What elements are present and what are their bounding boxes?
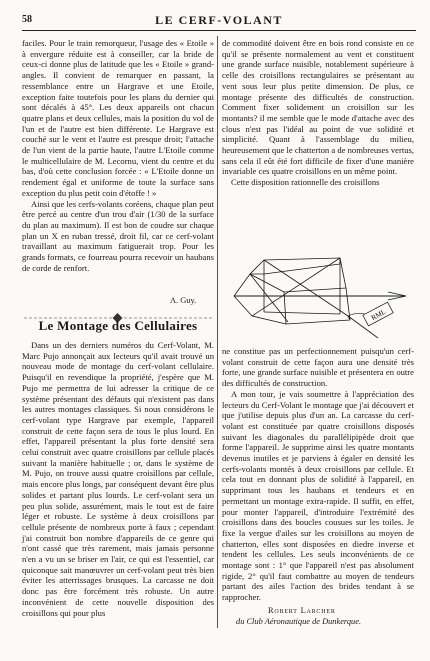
right-column-lower: [222, 346, 414, 603]
right-paragraph-1: de commodité doivent être en bois rond consiste en ce qu'il se présente normalement au vent et constituent une grande surface nuisible, notablement supérieure à celle des croisillons rectangulaires se présentant au vent sous leur plus petite dimension. De plus, ce montage présente des difficultés de construction. Comment fixer solidement un croisillon sur les montants? il me semble que le mode d'attache avec des clous n'est pas l'idéal au point de vue solidité et simplicité. Quant à l'assemblage du milieu, heureusement que le chatterton a de nombreuses vertus, sans cela il eût été fort difficile de fixer d'une manière invariable ces quatre croisillons en un même point.: [222, 38, 414, 177]
kite-frame-figure: [228, 252, 414, 342]
journal-title: LE CERF-VOLANT: [155, 13, 283, 27]
left-column-upper: [22, 38, 214, 308]
page-header: [22, 14, 416, 28]
left-column-lower: [22, 340, 214, 630]
right-paragraph-3: ne constitue pas un perfectionnement puisqu'un cerf-volant construit de cette façon aura une densité très forte, une grande surface nuisible et présentera en outre des difficultés de construction.: [222, 346, 414, 389]
left-paragraph-1: faciles. Pour le train remorqueur, l'usage des « Etoile » à envergure réduite est à conseiller, car la bride de ceux-ci donne plus de latitude que les « Etoile » grand-angles. Il convient de remarquer en passant, la ressemblance entre un Hargrave et une Etoile, exception faite toutefois pour les plans du dernier qui sont décalés à 45°. Les deux appareils ont chacun quatre plans et deux cellules, mais la position du vol de l'un et de l'autre est bien différente. Le Hargrave est couché sur le vent et l'autre est presque droit; l'attache de l'un vient de la partie haute, l'autre L'Etoile comme le multicellulaire de M. Lecornu, vient du centre et du bas, d'où cette conclusion forcée : « L'Etoile donne un rendement égal et uniforme de toute la surface sans exception du plus petit coin d'étoffe ! »: [22, 38, 214, 198]
signature-author: Robert Larcher: [268, 606, 336, 615]
article-signature-guy: A. Guy.: [170, 296, 197, 305]
section-title: Le Montage des Cellulaires: [38, 318, 198, 333]
left-paragraph-3: Dans un des derniers numéros du Cerf-Volant, M. Marc Pujo annonçait aux lecteurs qu'il avait trouvé un nouveau mode de montage du cerf-volant cellulaire. Puisqu'il en revendique la propriété, j'espère que M. Pujo me permettra de lui adresser la critique de ce système présentant des défauts qui n'existent pas dans les autres montages classiques. Si nous considérons le cerf-volant type Hargrave par exemple, l'appareil construit de cette façon sera de tous le plus lourd. En effet, l'appareil présentant la plus forte densité sera celui construit avec quatre croisillons par cellule placés suivant la manière habituelle ; or, dans le système de M. Pujo, on trouve aussi quatre croisillons par cellule, mais encore plus longs, par conséquent devant être plus solides et partant plus lourds. Le cerf-volant sera un peu plus solide, assurément, mais le tout est de faire léger et robuste. Le système à deux croisillons par cellule présente de nombreux porte à faux ; cependant j'ai construit bon nombre d'appareils de ce genre qui n'ont cassé que très rarement, mais jamais personne n'en a vu un se briser en l'air, ce qui est l'essentiel, car quiconque sait manœuvrer un cerf-volant peut très bien éviter les atterrissages brusques. La carcasse ne doit donc pas être forcément très robuste. Un autre inconvénient de cette nouvelle disposition des croisillons qui pour plus: [22, 340, 214, 618]
page-number: 58: [22, 14, 32, 25]
right-column-upper: [222, 38, 414, 253]
right-paragraph-2: Cette disposition rationnelle des croisillons: [231, 177, 380, 188]
right-paragraph-4: A mon tour, je vais soumettre à l'appréciation des lecteurs du Cerf-Volant le montage que j'ai découvert et que j'utilise depuis plus d'un an. La carcasse du cerf-volant est constituée par quatre croisillons disposés suivant les diagonales du parallélipipède droit que forme l'appareil. Je supprime ainsi les quatre montants devenus inutiles et je parviens à égaler en densité les cerfs-volants montés à deux croisillons par cellule. Et cela tout en donnant plus de solidité à l'appareil, en supprimant tous les haubans et tendeurs et en permettant un montage extra-rapide. Il suffit, en effet, pour monter l'appareil, d'introduire l'extrémité des croisillons dans des boucles cousues sur les toiles. Je fixe la vergue d'ailes sur les croisillons au moyen de chatterton, elles sont disposées en diedre inverse et tendent les cellules. Les seuls inconvénients de ce montage sont : 1° que l'appareil n'est pas absolument rigide, 2° qu'il faut combattre au moyen de tendeurs partant des ailes l'action des brides tendant à se rapprocher.: [222, 388, 414, 603]
figure-caption: RML: [369, 307, 388, 322]
header-rule: [22, 30, 416, 31]
figure-tag: [363, 302, 393, 326]
left-paragraph-2: Ainsi que les cerfs-volants coréens, chaque plan peut être percé au centre d'un trou d'air (1/30 de la surface du plan au maximum). Il est bon de coudre sur chaque plan un X en ruban tressé, droit fil, car ce cerf-volant travaillant au maximum fatiguerait trop. Pour les grands formats, ce fourreau pourra recevoir un haubans de corde de renfort.: [22, 198, 214, 273]
signature-affiliation: du Club Aéronautique de Dunkerque.: [236, 617, 362, 626]
column-divider: [217, 36, 218, 628]
